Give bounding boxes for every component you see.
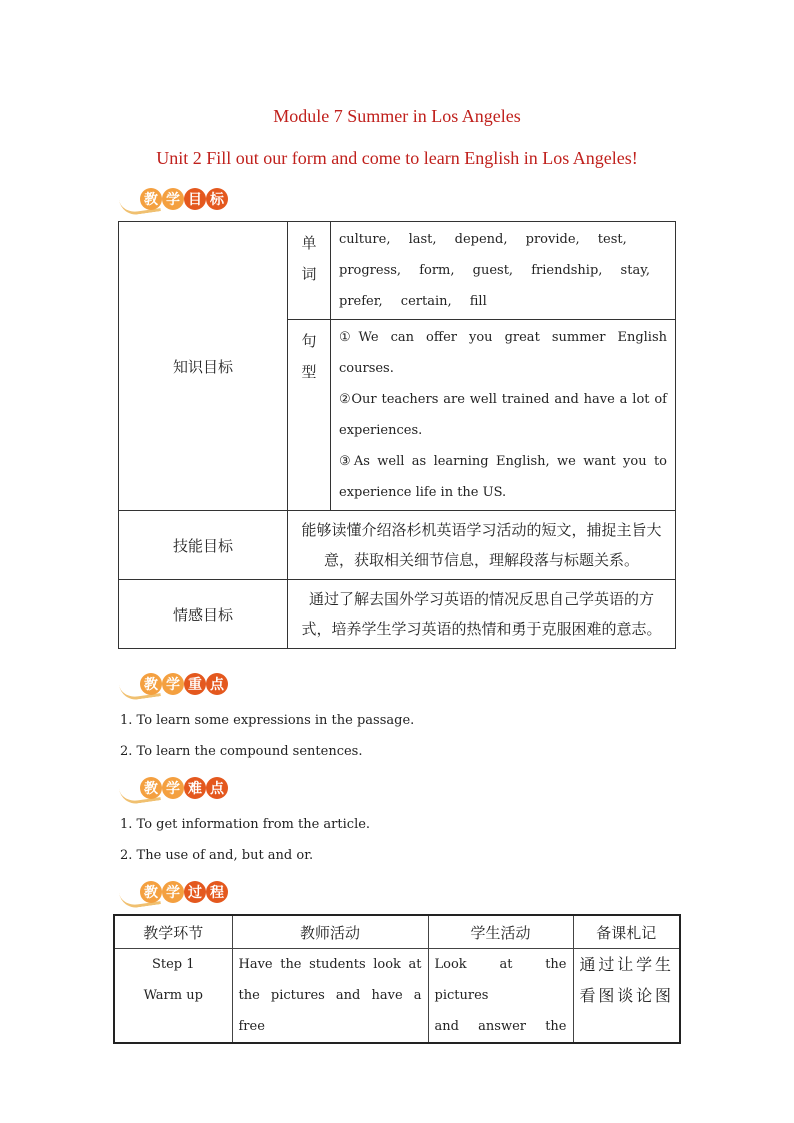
teacher-activity-cell: Have the students look at the pictures and have a free bbox=[232, 949, 428, 1044]
badge-char: 程 bbox=[206, 881, 228, 903]
header-cell: 教学环节 bbox=[114, 915, 232, 949]
badge-char: 点 bbox=[206, 673, 228, 695]
badge-char: 目 bbox=[184, 188, 206, 210]
badge-char: 重 bbox=[184, 673, 206, 695]
badge-char: 学 bbox=[162, 777, 184, 799]
skill-label: 技能目标 bbox=[119, 511, 288, 580]
badge-char: 学 bbox=[162, 188, 184, 210]
objectives-badge bbox=[120, 187, 230, 213]
difficulty-item: 2. The use of and, but and or. bbox=[120, 848, 314, 863]
student-activity-cell: Look at the pictures and answer the bbox=[428, 949, 573, 1044]
badge-char: 难 bbox=[184, 777, 206, 799]
emotion-text: 通过了解去国外学习英语的情况反思自己学英语的方式，培养学生学习英语的热情和勇于克服困难的意志。 bbox=[288, 580, 676, 649]
vocab-line: progress, form, guest, friendship, stay, bbox=[339, 263, 650, 278]
key-points-badge bbox=[120, 672, 230, 698]
vocab-line: culture, last, depend, provide, test, bbox=[339, 232, 627, 247]
sentence-item: ②Our teachers are well trained and have a lot of experiences. bbox=[339, 392, 667, 438]
badge-char: 过 bbox=[184, 881, 206, 903]
badge-char: 学 bbox=[162, 673, 184, 695]
step-cell: Step 1 Warm up bbox=[114, 949, 232, 1044]
sentence-cell bbox=[331, 320, 676, 511]
emotion-label: 情感目标 bbox=[119, 580, 288, 649]
badge-char: 标 bbox=[206, 188, 228, 210]
header-cell: 备课札记 bbox=[573, 915, 680, 949]
badge-char: 教 bbox=[140, 673, 162, 695]
badge-char: 点 bbox=[206, 777, 228, 799]
notes-cell: 通过让学生 看图谈论图 bbox=[573, 949, 680, 1044]
badge-char: 学 bbox=[162, 881, 184, 903]
key-point-item: 2. To learn the compound sentences. bbox=[120, 744, 363, 759]
process-badge bbox=[120, 880, 230, 906]
objectives-table bbox=[118, 221, 676, 649]
difficulties-badge bbox=[120, 776, 230, 802]
header-cell: 教师活动 bbox=[232, 915, 428, 949]
sentence-item: ③As well as learning English, we want you to experience life in the US. bbox=[339, 454, 667, 500]
module-title: Module 7 Summer in Los Angeles bbox=[273, 106, 521, 126]
vocab-label: 单 词 bbox=[288, 222, 331, 320]
badge-char: 教 bbox=[140, 881, 162, 903]
badge-char: 教 bbox=[140, 188, 162, 210]
header-cell: 学生活动 bbox=[428, 915, 573, 949]
sentence-label: 句 型 bbox=[288, 320, 331, 511]
key-point-item: 1. To learn some expressions in the passage. bbox=[120, 713, 415, 728]
process-table bbox=[113, 914, 681, 1044]
sentence-item: ①We can offer you great summer English courses. bbox=[339, 330, 667, 376]
skill-text: 能够读懂介绍洛杉机英语学习活动的短文，捕捉主旨大意，获取相关细节信息，理解段落与标题关系。 bbox=[288, 511, 676, 580]
unit-title: Unit 2 Fill out our form and come to learn English in Los Angeles! bbox=[156, 148, 638, 168]
badge-char: 教 bbox=[140, 777, 162, 799]
vocab-cell bbox=[331, 222, 676, 320]
knowledge-label: 知识目标 bbox=[119, 222, 288, 511]
difficulty-item: 1. To get information from the article. bbox=[120, 817, 371, 832]
vocab-line: prefer, certain, fill bbox=[339, 294, 487, 309]
